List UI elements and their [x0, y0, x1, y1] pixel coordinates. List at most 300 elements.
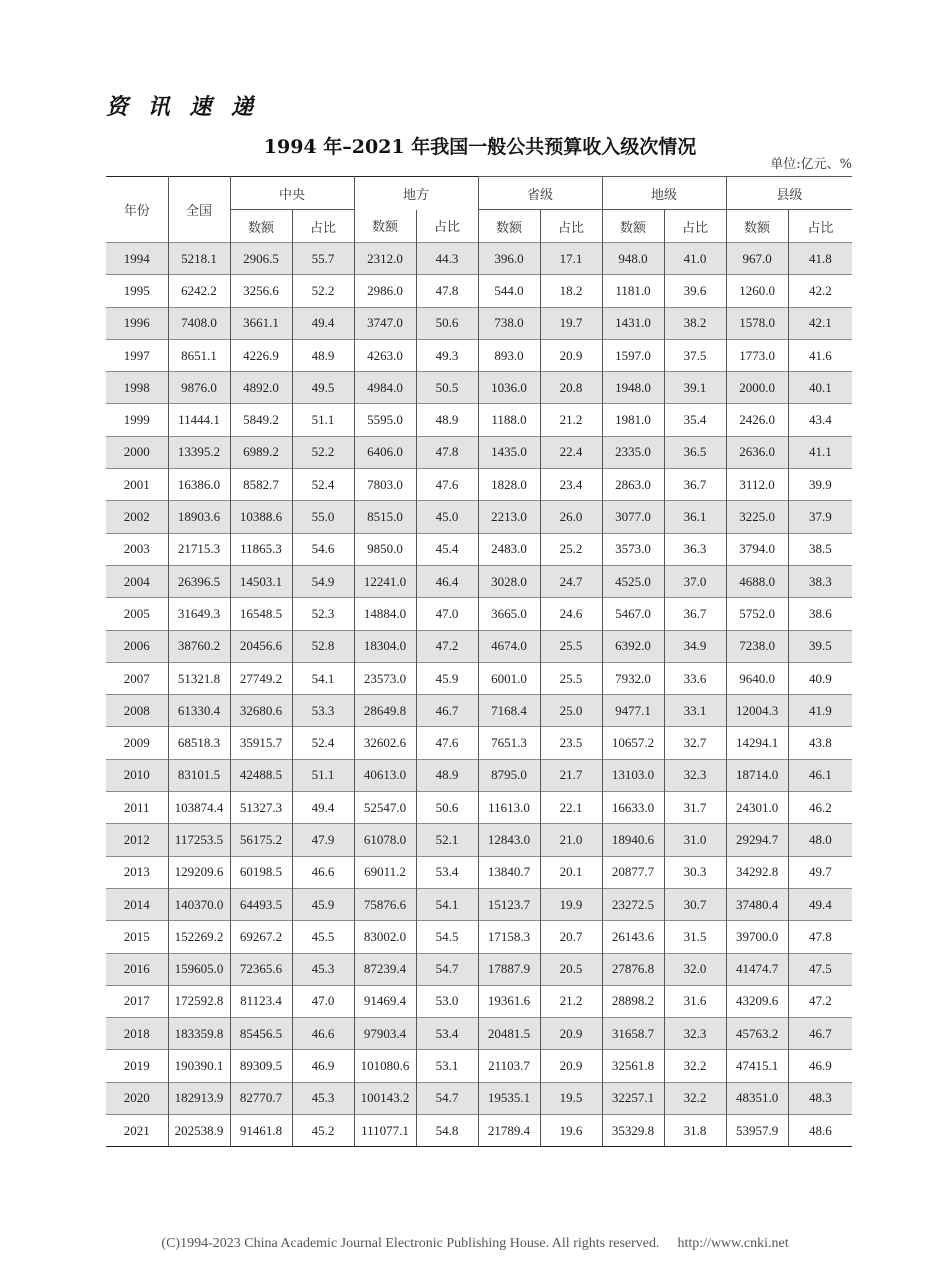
table-cell: 50.5 [416, 372, 478, 404]
table-cell: 49.7 [788, 856, 852, 888]
table-cell: 36.5 [664, 436, 726, 468]
table-cell: 18714.0 [726, 759, 788, 791]
table-cell: 39.1 [664, 372, 726, 404]
table-cell: 3665.0 [478, 598, 540, 630]
table-cell: 2335.0 [602, 436, 664, 468]
table-cell: 72365.6 [230, 953, 292, 985]
table-cell: 23272.5 [602, 888, 664, 920]
table-cell: 36.7 [664, 598, 726, 630]
table-row [106, 436, 852, 468]
table-cell: 32.7 [664, 727, 726, 759]
table-cell: 1999 [106, 404, 168, 436]
table-cell: 152269.2 [168, 921, 230, 953]
table-cell: 85456.5 [230, 1018, 292, 1050]
table-cell: 1828.0 [478, 469, 540, 501]
table-cell: 54.1 [292, 662, 354, 694]
table-cell: 12004.3 [726, 695, 788, 727]
table-cell: 42488.5 [230, 759, 292, 791]
table-cell: 24301.0 [726, 792, 788, 824]
table-cell: 87239.4 [354, 953, 416, 985]
table-cell: 52.1 [416, 824, 478, 856]
table-cell: 28649.8 [354, 695, 416, 727]
table-cell: 396.0 [478, 243, 540, 275]
table-cell: 1578.0 [726, 307, 788, 339]
table-cell: 2017 [106, 985, 168, 1017]
table-cell: 20.9 [540, 1050, 602, 1082]
table-cell: 47.0 [292, 985, 354, 1017]
table-cell: 46.7 [788, 1018, 852, 1050]
table-cell: 30.3 [664, 856, 726, 888]
table-cell: 47.8 [416, 436, 478, 468]
header-prefecture-amount: 数额 [602, 210, 664, 243]
table-row [106, 695, 852, 727]
table-cell: 49.3 [416, 339, 478, 371]
table-cell: 55.7 [292, 243, 354, 275]
table-cell: 33.1 [664, 695, 726, 727]
table-cell: 13395.2 [168, 436, 230, 468]
table-cell: 48.9 [292, 339, 354, 371]
table-cell: 36.3 [664, 533, 726, 565]
table-cell: 26396.5 [168, 565, 230, 597]
table-cell: 2019 [106, 1050, 168, 1082]
table-cell: 46.9 [292, 1050, 354, 1082]
table-cell: 31658.7 [602, 1018, 664, 1050]
table-cell: 38760.2 [168, 630, 230, 662]
table-cell: 34.9 [664, 630, 726, 662]
table-cell: 2000 [106, 436, 168, 468]
table-cell: 69267.2 [230, 921, 292, 953]
table-cell: 21.2 [540, 404, 602, 436]
table-cell: 45.3 [292, 953, 354, 985]
table-cell: 20.1 [540, 856, 602, 888]
table-cell: 14294.1 [726, 727, 788, 759]
table-row [106, 888, 852, 920]
table-cell: 51327.3 [230, 792, 292, 824]
table-cell: 41.1 [788, 436, 852, 468]
table-cell: 18304.0 [354, 630, 416, 662]
table-cell: 202538.9 [168, 1115, 230, 1147]
table-cell: 6001.0 [478, 662, 540, 694]
table-cell: 43.4 [788, 404, 852, 436]
table-cell: 13840.7 [478, 856, 540, 888]
table-cell: 47.2 [788, 985, 852, 1017]
table-cell: 97903.4 [354, 1018, 416, 1050]
table-cell: 20.9 [540, 1018, 602, 1050]
table-cell: 32602.6 [354, 727, 416, 759]
table-cell: 23573.0 [354, 662, 416, 694]
table-cell: 45.4 [416, 533, 478, 565]
table-row [106, 1082, 852, 1114]
table-cell: 34292.8 [726, 856, 788, 888]
table-cell: 9850.0 [354, 533, 416, 565]
table-cell: 35.4 [664, 404, 726, 436]
table-cell: 2020 [106, 1082, 168, 1114]
table-cell: 16386.0 [168, 469, 230, 501]
table-cell: 16633.0 [602, 792, 664, 824]
table-row [106, 243, 852, 275]
table-cell: 41.6 [788, 339, 852, 371]
table-cell: 91469.4 [354, 985, 416, 1017]
table-cell: 29294.7 [726, 824, 788, 856]
table-cell: 1435.0 [478, 436, 540, 468]
table-cell: 23.4 [540, 469, 602, 501]
table-cell: 3077.0 [602, 501, 664, 533]
table-cell: 100143.2 [354, 1082, 416, 1114]
header-county: 县级 [726, 177, 852, 210]
table-cell: 2000.0 [726, 372, 788, 404]
table-cell: 54.8 [416, 1115, 478, 1147]
table-cell: 8795.0 [478, 759, 540, 791]
table-row [106, 565, 852, 597]
table-cell: 41.0 [664, 243, 726, 275]
table-row [106, 339, 852, 371]
table-cell: 49.4 [788, 888, 852, 920]
table-cell: 2008 [106, 695, 168, 727]
table-cell: 2483.0 [478, 533, 540, 565]
table-cell: 140370.0 [168, 888, 230, 920]
table-cell: 14884.0 [354, 598, 416, 630]
table-cell: 182913.9 [168, 1082, 230, 1114]
table-cell: 4674.0 [478, 630, 540, 662]
table-row [106, 921, 852, 953]
table-cell: 1181.0 [602, 275, 664, 307]
table-cell: 19.7 [540, 307, 602, 339]
table-cell: 21715.3 [168, 533, 230, 565]
table-cell: 61078.0 [354, 824, 416, 856]
table-cell: 41.9 [788, 695, 852, 727]
table-cell: 36.1 [664, 501, 726, 533]
table-cell: 3225.0 [726, 501, 788, 533]
table-cell: 103874.4 [168, 792, 230, 824]
table-cell: 40613.0 [354, 759, 416, 791]
header-provincial-share: 占比 [540, 210, 602, 243]
table-cell: 52.8 [292, 630, 354, 662]
table-cell: 37480.4 [726, 888, 788, 920]
table-row [106, 985, 852, 1017]
table-cell: 5218.1 [168, 243, 230, 275]
page-title: 1994 年–2021 年我国一般公共预算收入级次情况 [263, 136, 697, 158]
header-county-share: 占比 [807, 219, 834, 235]
table-cell: 2002 [106, 501, 168, 533]
table-cell: 47.9 [292, 824, 354, 856]
table-cell: 38.2 [664, 307, 726, 339]
table-cell: 129209.6 [168, 856, 230, 888]
table-cell: 48.3 [788, 1082, 852, 1114]
table-cell: 17.1 [540, 243, 602, 275]
table-cell: 41.8 [788, 243, 852, 275]
table-cell: 83002.0 [354, 921, 416, 953]
table-cell: 20877.7 [602, 856, 664, 888]
table-cell: 42.1 [788, 307, 852, 339]
table-cell: 32257.1 [602, 1082, 664, 1114]
table-cell: 1981.0 [602, 404, 664, 436]
table-cell: 2016 [106, 953, 168, 985]
table-cell: 2312.0 [354, 243, 416, 275]
table-cell: 37.0 [664, 565, 726, 597]
table-cell: 43209.6 [726, 985, 788, 1017]
table-cell: 8515.0 [354, 501, 416, 533]
table-cell: 183359.8 [168, 1018, 230, 1050]
table-cell: 51.1 [292, 759, 354, 791]
table-cell: 190390.1 [168, 1050, 230, 1082]
table-cell: 52.2 [292, 275, 354, 307]
table-cell: 1188.0 [478, 404, 540, 436]
table-cell: 32.0 [664, 953, 726, 985]
table-cell: 68518.3 [168, 727, 230, 759]
table-cell: 21103.7 [478, 1050, 540, 1082]
table-cell: 738.0 [478, 307, 540, 339]
table-cell: 1948.0 [602, 372, 664, 404]
table-cell: 22.1 [540, 792, 602, 824]
table-cell: 47.6 [416, 469, 478, 501]
table-cell: 6989.2 [230, 436, 292, 468]
table-cell: 39.5 [788, 630, 852, 662]
table-row [106, 856, 852, 888]
table-cell: 46.9 [788, 1050, 852, 1082]
table-cell: 69011.2 [354, 856, 416, 888]
table-cell: 2863.0 [602, 469, 664, 501]
table-cell: 21789.4 [478, 1115, 540, 1147]
table-cell: 4688.0 [726, 565, 788, 597]
table-cell: 27749.2 [230, 662, 292, 694]
table-cell: 2007 [106, 662, 168, 694]
table-cell: 10388.6 [230, 501, 292, 533]
table-cell: 6392.0 [602, 630, 664, 662]
table-cell: 53.4 [416, 1018, 478, 1050]
table-cell: 1260.0 [726, 275, 788, 307]
table-cell: 2004 [106, 565, 168, 597]
table-cell: 46.6 [292, 856, 354, 888]
table-cell: 1773.0 [726, 339, 788, 371]
table-cell: 83101.5 [168, 759, 230, 791]
table-cell: 54.9 [292, 565, 354, 597]
table-cell: 159605.0 [168, 953, 230, 985]
table-cell: 11865.3 [230, 533, 292, 565]
table-cell: 12241.0 [354, 565, 416, 597]
table-cell: 11613.0 [478, 792, 540, 824]
table-cell: 45.2 [292, 1115, 354, 1147]
table-cell: 47.8 [416, 275, 478, 307]
table-cell: 117253.5 [168, 824, 230, 856]
table-cell: 14503.1 [230, 565, 292, 597]
table-cell: 45.9 [292, 888, 354, 920]
table-row [106, 469, 852, 501]
table-cell: 48.9 [416, 404, 478, 436]
table-cell: 24.6 [540, 598, 602, 630]
table-cell: 32.3 [664, 1018, 726, 1050]
table-cell: 46.1 [788, 759, 852, 791]
table-row [106, 372, 852, 404]
table-cell: 46.2 [788, 792, 852, 824]
table-cell: 47415.1 [726, 1050, 788, 1082]
header-central-amount: 数额 [230, 210, 292, 243]
table-cell: 38.6 [788, 598, 852, 630]
table-cell: 7932.0 [602, 662, 664, 694]
table-cell: 7651.3 [478, 727, 540, 759]
table-cell: 111077.1 [354, 1115, 416, 1147]
table-cell: 39.6 [664, 275, 726, 307]
table-cell: 52.2 [292, 436, 354, 468]
table-cell: 1597.0 [602, 339, 664, 371]
table-cell: 1431.0 [602, 307, 664, 339]
table-cell: 948.0 [602, 243, 664, 275]
table-cell: 31649.3 [168, 598, 230, 630]
table-cell: 7803.0 [354, 469, 416, 501]
table-cell: 3573.0 [602, 533, 664, 565]
footer [0, 1236, 950, 1252]
table-cell: 4263.0 [354, 339, 416, 371]
table-cell: 7238.0 [726, 630, 788, 662]
table-cell: 2005 [106, 598, 168, 630]
table-row [106, 630, 852, 662]
table-cell: 38.3 [788, 565, 852, 597]
table-cell: 82770.7 [230, 1082, 292, 1114]
table-cell: 2426.0 [726, 404, 788, 436]
table-cell: 2021 [106, 1115, 168, 1147]
table-cell: 13103.0 [602, 759, 664, 791]
table-cell: 56175.2 [230, 824, 292, 856]
table-cell: 60198.5 [230, 856, 292, 888]
header-local-share: 占比 [416, 210, 478, 243]
table-cell: 21.0 [540, 824, 602, 856]
table-cell: 52.4 [292, 727, 354, 759]
table-cell: 2003 [106, 533, 168, 565]
table-cell: 4892.0 [230, 372, 292, 404]
table-cell: 2018 [106, 1018, 168, 1050]
table-cell: 43.8 [788, 727, 852, 759]
table-cell: 2906.5 [230, 243, 292, 275]
table-cell: 54.1 [416, 888, 478, 920]
header-prefecture-share: 占比 [664, 210, 726, 243]
table-row [106, 824, 852, 856]
header-prefecture: 地级 [602, 177, 726, 210]
table-row [106, 953, 852, 985]
table-cell: 47.5 [788, 953, 852, 985]
table-cell: 31.8 [664, 1115, 726, 1147]
table-row [106, 307, 852, 339]
table-cell: 47.6 [416, 727, 478, 759]
table-cell: 47.2 [416, 630, 478, 662]
cnki-link[interactable]: http://www.cnki.net [677, 1236, 789, 1251]
table-cell: 53.3 [292, 695, 354, 727]
table-cell: 48351.0 [726, 1082, 788, 1114]
table-cell: 18940.6 [602, 824, 664, 856]
table-cell: 6242.2 [168, 275, 230, 307]
table-cell: 20.5 [540, 953, 602, 985]
table-row [106, 533, 852, 565]
table-row [106, 759, 852, 791]
header-central: 中央 [230, 177, 354, 210]
table-cell: 4525.0 [602, 565, 664, 597]
table-cell: 31.5 [664, 921, 726, 953]
table-cell: 19.6 [540, 1115, 602, 1147]
header-local-amount: 数额 [354, 210, 416, 243]
table-cell: 11444.1 [168, 404, 230, 436]
table-row [106, 501, 852, 533]
table-cell: 54.5 [416, 921, 478, 953]
table-cell: 2010 [106, 759, 168, 791]
table-row [106, 1050, 852, 1082]
table-cell: 1994 [106, 243, 168, 275]
table-row [106, 598, 852, 630]
table-cell: 51321.8 [168, 662, 230, 694]
table-cell: 75876.6 [354, 888, 416, 920]
table-cell: 893.0 [478, 339, 540, 371]
header-national: 全国 [168, 177, 230, 243]
table-cell: 30.7 [664, 888, 726, 920]
table-cell: 45.5 [292, 921, 354, 953]
table-cell: 8651.1 [168, 339, 230, 371]
table-row [106, 1115, 852, 1147]
table-cell: 3661.1 [230, 307, 292, 339]
table-cell: 10657.2 [602, 727, 664, 759]
table-cell: 19535.1 [478, 1082, 540, 1114]
table-cell: 20.8 [540, 372, 602, 404]
table-cell: 35329.8 [602, 1115, 664, 1147]
table-row [106, 404, 852, 436]
table-cell: 2012 [106, 824, 168, 856]
table-row [106, 1018, 852, 1050]
table-cell: 26.0 [540, 501, 602, 533]
table-cell: 18.2 [540, 275, 602, 307]
section-label: 资 讯 速 递 [106, 94, 259, 120]
table-cell: 2009 [106, 727, 168, 759]
table-cell: 28898.2 [602, 985, 664, 1017]
table-cell: 45763.2 [726, 1018, 788, 1050]
table-cell: 2636.0 [726, 436, 788, 468]
table-row [106, 662, 852, 694]
table-cell: 53.4 [416, 856, 478, 888]
table-cell: 53.1 [416, 1050, 478, 1082]
table-cell: 37.9 [788, 501, 852, 533]
table-cell: 45.9 [416, 662, 478, 694]
table-cell: 48.6 [788, 1115, 852, 1147]
table-cell: 48.9 [416, 759, 478, 791]
table-cell: 54.7 [416, 953, 478, 985]
table-cell: 21.2 [540, 985, 602, 1017]
table-cell: 1996 [106, 307, 168, 339]
table-cell: 1995 [106, 275, 168, 307]
table-cell: 52.4 [292, 469, 354, 501]
table-cell: 64493.5 [230, 888, 292, 920]
table-cell: 32.3 [664, 759, 726, 791]
table-cell: 32561.8 [602, 1050, 664, 1082]
header-provincial-amount: 数额 [478, 210, 540, 243]
table-cell: 40.1 [788, 372, 852, 404]
table-cell: 26143.6 [602, 921, 664, 953]
header-central-share: 占比 [292, 210, 354, 243]
table-body [106, 243, 852, 1147]
table-cell: 51.1 [292, 404, 354, 436]
table-cell: 17158.3 [478, 921, 540, 953]
table-cell: 20481.5 [478, 1018, 540, 1050]
table-cell: 20.9 [540, 339, 602, 371]
table-cell: 32.2 [664, 1050, 726, 1082]
table-row [106, 275, 852, 307]
table-row [106, 792, 852, 824]
table-cell: 53.0 [416, 985, 478, 1017]
table-cell: 20.7 [540, 921, 602, 953]
table-cell: 3028.0 [478, 565, 540, 597]
table-cell: 18903.6 [168, 501, 230, 533]
table-cell: 52.3 [292, 598, 354, 630]
table-cell: 17887.9 [478, 953, 540, 985]
table-cell: 49.5 [292, 372, 354, 404]
header-provincial: 省级 [478, 177, 602, 210]
table-cell: 39.9 [788, 469, 852, 501]
table-cell: 46.7 [416, 695, 478, 727]
table-cell: 22.4 [540, 436, 602, 468]
